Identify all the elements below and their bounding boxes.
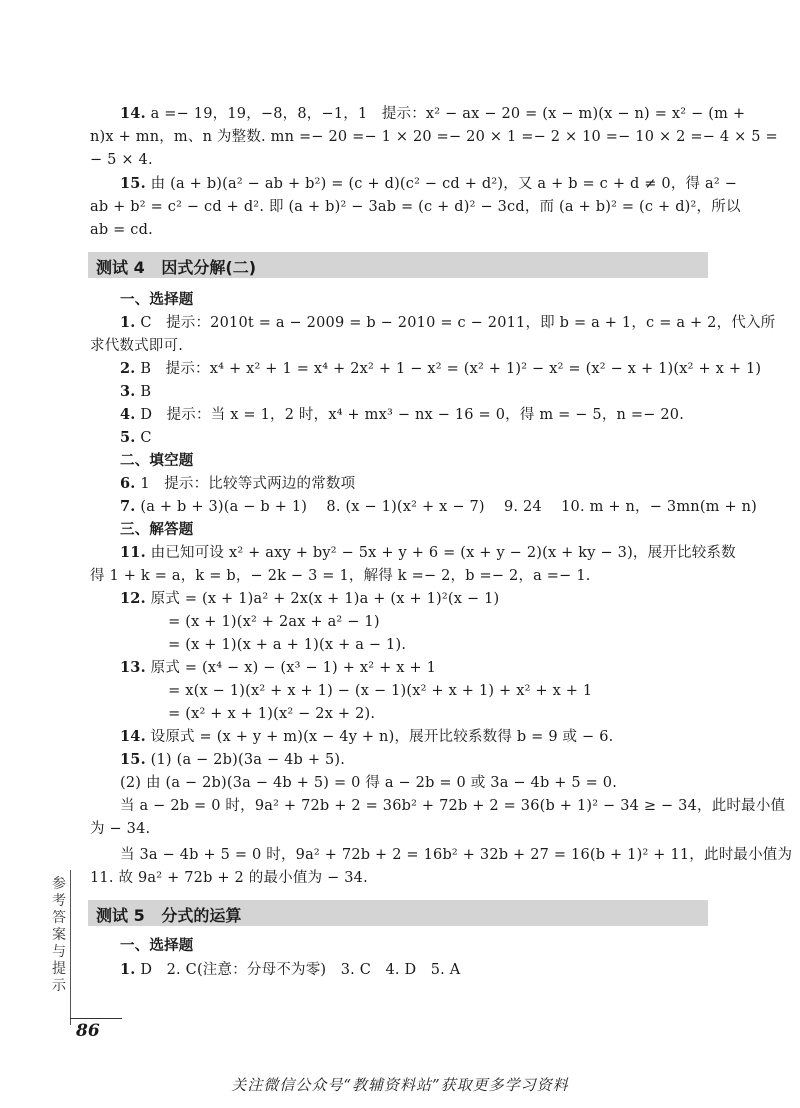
footer-note: 关注微信公众号“教辅资料站”获取更多学习资料 [231,1076,569,1094]
answer-14-line-2: n)x + mn，m、n 为整数. mn =− 20 =− 1 × 20 =− 20 × 1 =− 2 × 10 =− 10 × 2 =− 4 × 5 = [90,129,778,145]
s4-q1-line-1: 1. C 提示：2010t = a − 2009 = b − 2010 = c − 2011，即 b = a + 1，c = a + 2，代入所 [120,314,776,331]
s4-q1-line-2: 求代数式即可. [90,338,184,354]
s4-q15-part-2: (2) 由 (a − 2b)(3a − 4b + 5) = 0 得 a − 2b = 0 或 3a − 4b + 5 = 0. [120,775,618,791]
side-tab [50,870,71,1025]
section-5-title: 测试 5 分式的运算 [96,906,242,925]
s4-q15-part-1: 15. (1) (a − 2b)(3a − 4b + 5). [120,751,346,768]
s5-heading-choice: 一、选择题 [120,937,194,954]
s5-q1-5: 1. D 2. C(注意：分母不为零) 3. C 4. D 5. A [120,961,461,978]
s4-q13-line-2: = x(x − 1)(x² + x + 1) − (x − 1)(x² + x + 1) + x² + x + 1 [120,683,593,699]
s4-q15-case-1-line-2: 为 − 34. [90,821,151,837]
page-number-rule [70,1018,122,1019]
s4-q6: 6. 1 提示：比较等式两边的常数项 [120,475,356,492]
s4-q15-case-2-line-2: 11. 故 9a² + 72b + 2 的最小值为 − 34. [90,870,368,886]
s4-q5: 5. C [120,429,152,446]
s4-q11-line-2: 得 1 + k = a，k = b，− 2k − 3 = 1，解得 k =− 2，b =− 2，a =− 1. [90,568,591,584]
side-tab-label: 参考答案与提示 [52,876,66,994]
s4-q2: 2. B 提示：x⁴ + x² + 1 = x⁴ + 2x² + 1 − x² = (x² + 1)² − x² = (x² − x + 1)(x² + x + 1) [120,360,762,377]
page-number-block [70,1018,122,1044]
section-4-header [88,252,708,278]
s4-q13-line-3: = (x² + x + 1)(x² − 2x + 2). [120,706,376,722]
page-number: 86 [76,1021,100,1041]
s4-q12-line-2: = (x + 1)(x² + 2ax + a² − 1) [120,614,380,630]
answer-14-line-3: − 5 × 4. [90,152,153,168]
s4-q15-case-2-line-1: 当 3a − 4b + 5 = 0 时，9a² + 72b + 2 = 16b² + 32b + 27 = 16(b + 1)² + 11，此时最小值为 [120,847,793,863]
answer-14-line-1: 14. a =− 19，19，−8，8，−1，1 提示：x² − ax − 20 = (x − m)(x − n) = x² − (m + [120,105,746,122]
answer-15-line-3: ab = cd. [90,222,153,238]
s4-heading-solve: 三、解答题 [120,521,194,538]
answer-15-line-2: ab + b² = c² − cd + d². 即 (a + b)² − 3ab = (c + d)² − 3cd，而 (a + b)² = (c + d)²，所以 [90,199,741,215]
s4-q3: 3. B [120,383,152,400]
s4-q13-line-1: 13. 原式 = (x⁴ − x) − (x³ − 1) + x² + x + 1 [120,659,437,676]
s4-q14: 14. 设原式 = (x + y + m)(x − 4y + n)，展开比较系数得 b = 9 或 − 6. [120,728,614,745]
answer-15-line-1: 15. 由 (a + b)(a² − ab + b²) = (c + d)(c² − cd + d²)，又 a + b = c + d ≠ 0，得 a² − [120,175,738,192]
section-4-title: 测试 4 因式分解(二) [96,258,257,277]
s4-q12-line-1: 12. 原式 = (x + 1)a² + 2x(x + 1)a + (x + 1)²(x − 1) [120,590,500,607]
s4-heading-fill: 二、填空题 [120,452,194,469]
s4-q4: 4. D 提示：当 x = 1，2 时，x⁴ + mx³ − nx − 16 = 0，得 m = − 5，n =− 20. [120,406,685,423]
s4-q12-line-3: = (x + 1)(x + a + 1)(x + a − 1). [120,637,407,653]
s4-q15-case-1-line-1: 当 a − 2b = 0 时，9a² + 72b + 2 = 36b² + 72b + 2 = 36(b + 1)² − 34 ≥ − 34，此时最小值 [120,798,786,814]
s4-heading-choice: 一、选择题 [120,291,194,308]
s4-q7-10: 7. (a + b + 3)(a − b + 1) 8. (x − 1)(x² + x − 7) 9. 24 10. m + n，− 3mn(m + n) [120,498,757,515]
s4-q11-line-1: 11. 由已知可设 x² + axy + by² − 5x + y + 6 = (x + y − 2)(x + ky − 3)，展开比较系数 [120,544,736,561]
section-5-header [88,900,708,926]
